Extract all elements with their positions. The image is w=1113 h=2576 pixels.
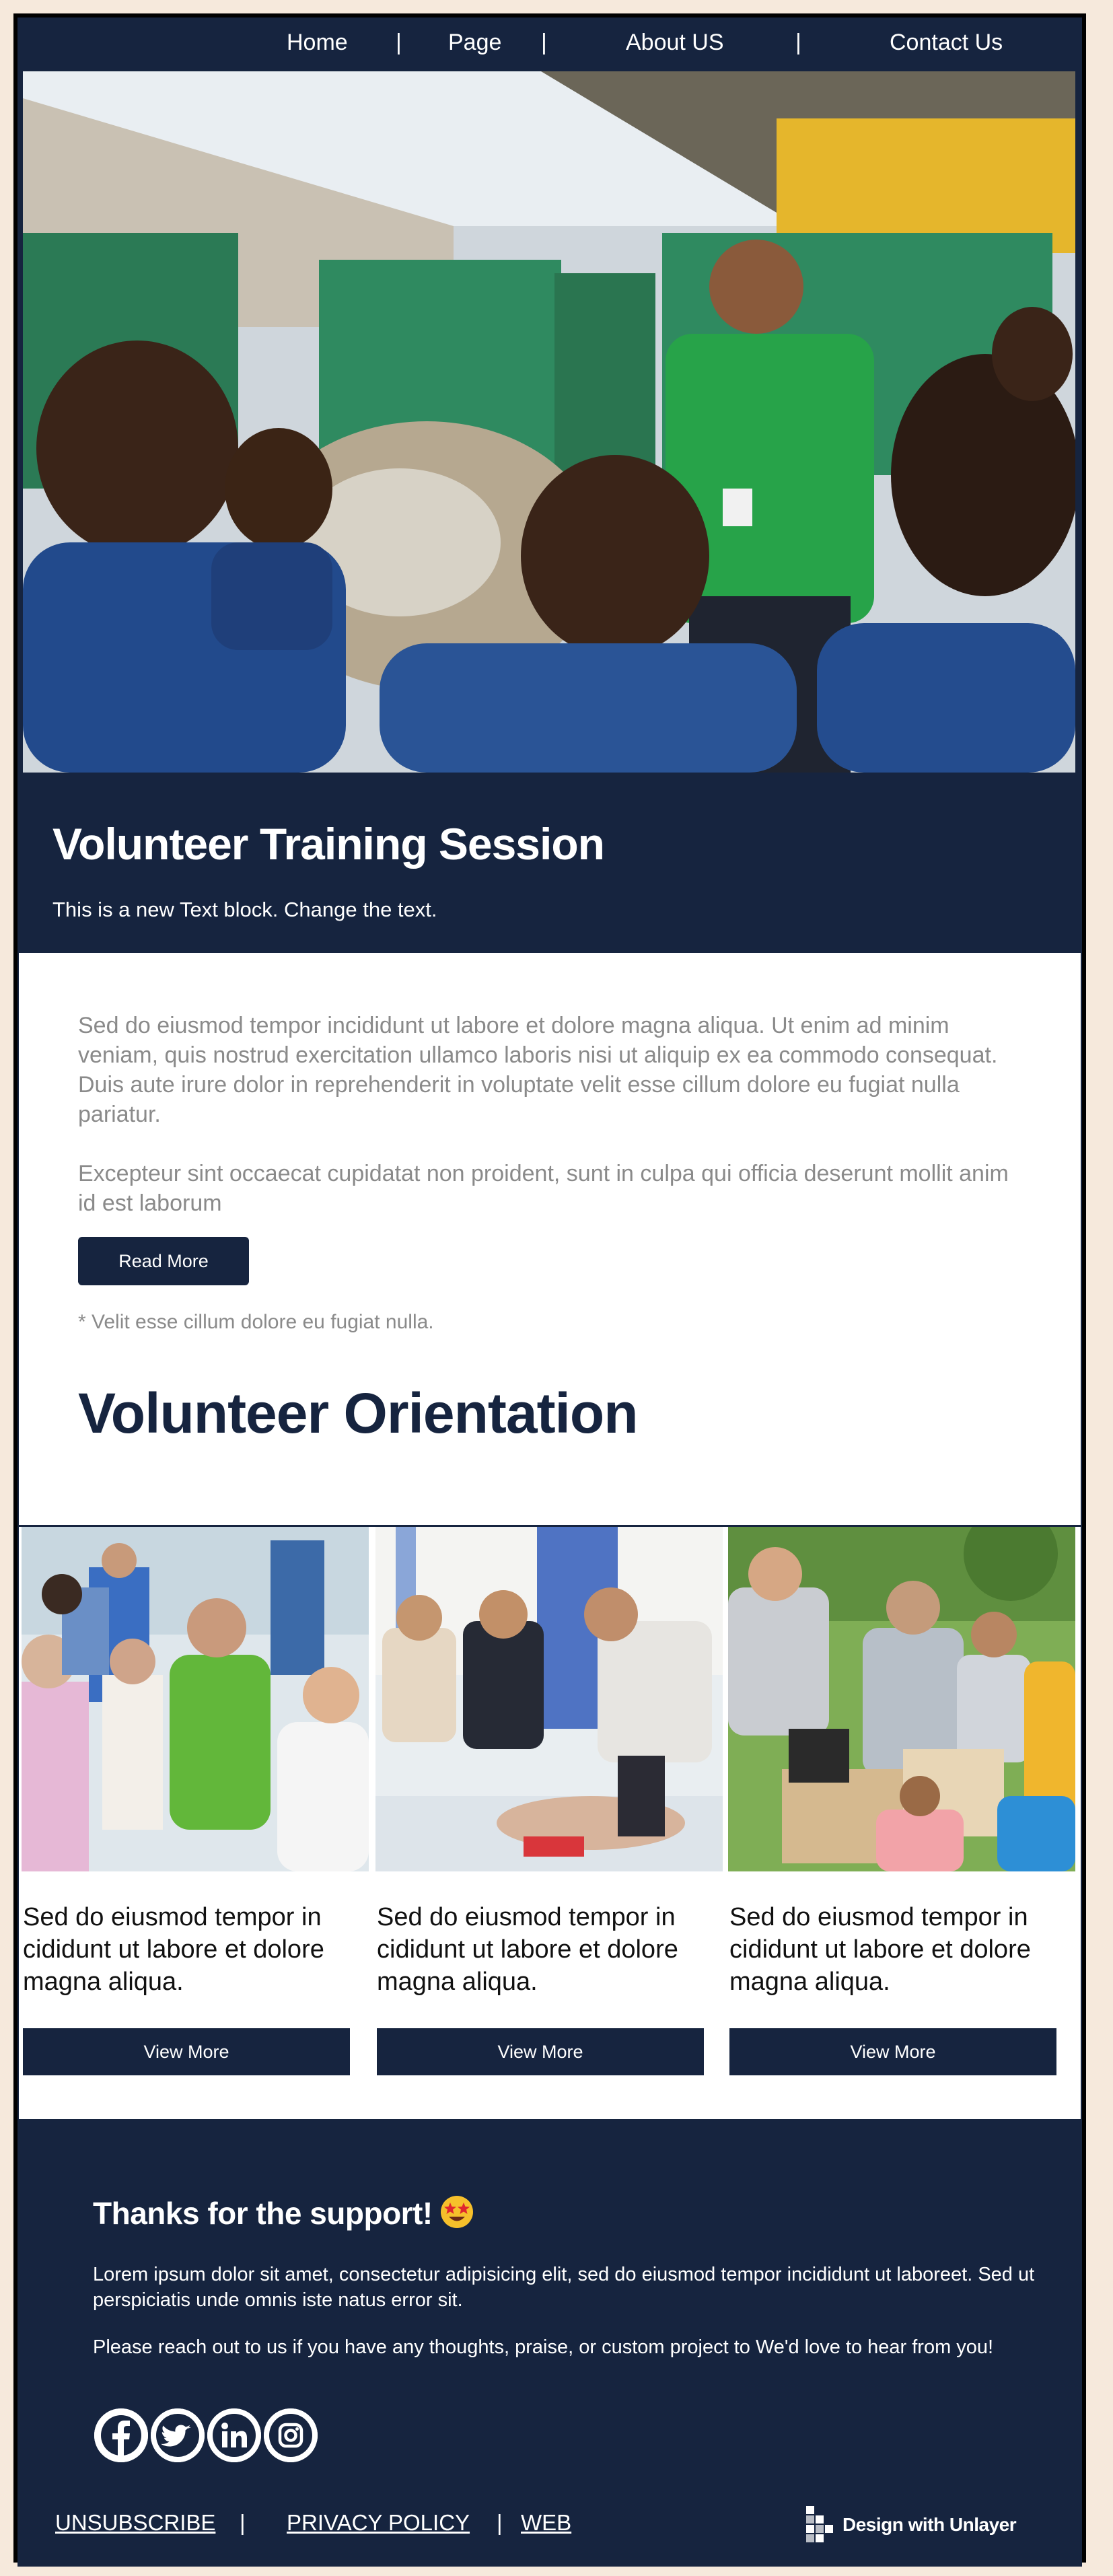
footer-heading-text: Thanks for the support! <box>93 2196 433 2231</box>
linkedin-icon[interactable] <box>207 2408 261 2462</box>
card-image <box>375 1527 723 1871</box>
card-text: Sed do eiusmod tempor in cididunt ut labore et dolore magna aliqua. <box>23 1903 324 1996</box>
view-more-button[interactable]: View More <box>377 2028 704 2075</box>
card-image <box>728 1527 1075 1871</box>
hero-title-band <box>17 773 1082 953</box>
footer-paragraph: Lorem ipsum dolor sit amet, consectetur adipisicing elit, sed do eiusmod tempor incididunt ut laboreet. Sed ut perspiciatis unde omnis iste natus error sit. <box>93 2264 1035 2311</box>
email-frame <box>13 13 1086 2563</box>
view-more-button[interactable]: View More <box>23 2028 350 2075</box>
hero-title: Volunteer Training Session <box>52 819 604 869</box>
hero-subtitle: This is a new Text block. Change the text. <box>52 898 437 921</box>
content-note: * Velit esse cillum dolore eu fugiat nulla. <box>78 1311 434 1333</box>
content-paragraph: Sed do eiusmod tempor incididunt ut labore et dolore magna aliqua. Ut enim ad minim veniam, quis nostrud exercitation ullamco laboris nisi ut aliquip ex ea commodo consequat. Duis aute irure dolor in reprehenderit in voluptate velit esse cillum dolore eu fugiat nulla pariatur. <box>78 1013 998 1127</box>
top-nav <box>17 17 1082 71</box>
footer <box>17 2119 1082 2567</box>
section-heading: Volunteer Orientation <box>78 1382 638 1445</box>
unlayer-logo-icon <box>803 2505 836 2545</box>
nav-home[interactable]: Home <box>287 30 348 55</box>
nav-page[interactable]: Page <box>448 30 502 55</box>
card <box>728 1527 1075 2119</box>
card-text: Sed do eiusmod tempor in cididunt ut labore et dolore magna aliqua. <box>729 1903 1031 1996</box>
content-paragraph: Excepteur sint occaecat cupidatat non proident, sunt in culpa qui officia deserunt mollit anim id est laborum <box>78 1161 1009 1216</box>
instagram-icon[interactable] <box>264 2408 318 2462</box>
unlayer-brand-link[interactable] <box>803 2505 1019 2545</box>
nav-contact-us[interactable]: Contact Us <box>890 30 1003 55</box>
nav-separator: | <box>541 30 547 55</box>
card-text: Sed do eiusmod tempor in cididunt ut labore et dolore magna aliqua. <box>377 1903 678 1996</box>
nav-separator: | <box>795 30 801 55</box>
star-struck-emoji-icon <box>439 2194 474 2229</box>
hero-image <box>23 71 1075 773</box>
web-link[interactable]: WEB <box>521 2510 572 2535</box>
twitter-icon[interactable] <box>151 2408 205 2462</box>
footer-heading <box>93 2194 474 2231</box>
footer-link-separator: | <box>240 2510 246 2535</box>
privacy-policy-link[interactable]: PRIVACY POLICY <box>287 2510 470 2535</box>
footer-link-separator: | <box>497 2510 503 2535</box>
nav-separator: | <box>396 30 402 55</box>
facebook-icon[interactable] <box>94 2408 148 2462</box>
card-image <box>22 1527 369 1871</box>
footer-paragraph: Please reach out to us if you have any thoughts, praise, or custom project to We'd love to hear from you! <box>93 2336 994 2358</box>
nav-about-us[interactable]: About US <box>626 30 724 55</box>
card-grid <box>19 1527 1081 2119</box>
card <box>375 1527 723 2119</box>
view-more-button[interactable]: View More <box>729 2028 1056 2075</box>
card <box>22 1527 369 2119</box>
read-more-button[interactable]: Read More <box>78 1237 249 1285</box>
content-section <box>19 953 1081 1525</box>
unsubscribe-link[interactable]: UNSUBSCRIBE <box>55 2510 216 2535</box>
brand-text: Design with Unlayer <box>842 2514 1017 2535</box>
